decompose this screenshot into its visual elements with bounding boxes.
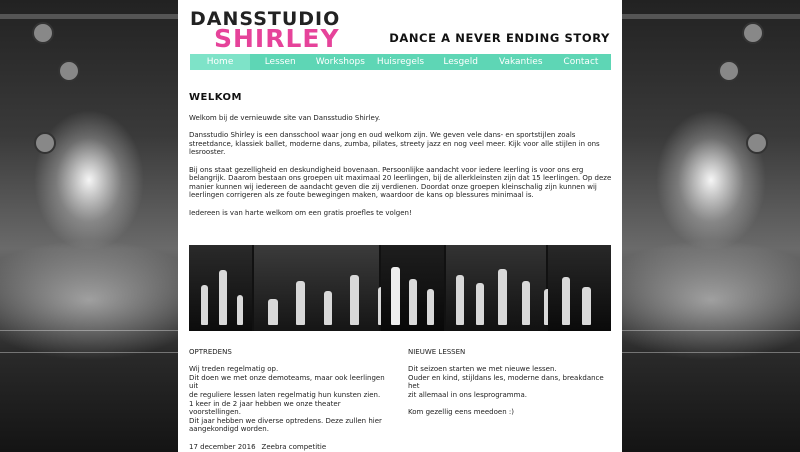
nieuwe-lessen-line: Dit seizoen starten we met nieuwe lessen. xyxy=(408,365,557,374)
photo-dancers-5 xyxy=(548,245,611,331)
logo-line2: SHIRLEY xyxy=(214,24,340,53)
optredens-section xyxy=(189,348,394,451)
stage-background-right xyxy=(622,0,800,452)
photo-dancers-1 xyxy=(189,245,252,331)
nieuwe-lessen-closing: Kom gezellig eens meedoen :) xyxy=(408,408,514,417)
optredens-line: 1 keer in de 2 jaar hebben we onze theater voorstellingen. xyxy=(189,399,341,417)
welcome-paragraph-2: Dansstudio Shirley is een dansschool waar jong en oud welkom zijn. We geven vele dans- en sportstijlen zoals streetdance, klassiek ballet, moderne dans, zumba, pilates, streety jazz en nog veel meer. Kijk voor alle stijlen in ons lesrooster. xyxy=(189,131,600,157)
site-logo[interactable] xyxy=(190,8,341,53)
lighting-truss xyxy=(622,14,800,19)
optredens-line: Dit doen we met onze demoteams, maar ook leerlingen uit xyxy=(189,373,385,391)
photo-dancers-2 xyxy=(254,245,379,331)
tagline: DANCE A NEVER ENDING STORY xyxy=(389,31,610,45)
welcome-paragraph-4: Iedereen is van harte welkom om een gratis proefles te volgen! xyxy=(189,208,412,217)
welcome-text xyxy=(189,114,613,226)
nav-item-contact[interactable]: Contact xyxy=(563,57,599,67)
stage-floor-line xyxy=(0,352,178,353)
stage-floor-line xyxy=(0,330,178,331)
stage-floor-line xyxy=(622,330,800,331)
event-date: 17 december 2016 xyxy=(189,442,256,451)
stage-lamp-icon xyxy=(742,22,764,44)
photo-dancers-3 xyxy=(381,245,444,331)
optredens-line: Wij treden regelmatig op. xyxy=(189,365,279,374)
stage-lamp-icon xyxy=(746,132,768,154)
nav-item-home[interactable]: Home xyxy=(190,54,250,70)
lighting-truss xyxy=(0,14,178,19)
stage-background-left xyxy=(0,0,178,452)
event-name: Zeebra competitie xyxy=(261,442,327,451)
page-title: WELKOM xyxy=(189,92,242,103)
logo-line1: DANSSTUDIO xyxy=(190,8,341,30)
nav-item-vakanties[interactable]: Vakanties xyxy=(499,57,543,67)
page-content xyxy=(178,0,622,452)
nav-item-lessen[interactable]: Lessen xyxy=(264,57,296,67)
nav-item-workshops[interactable]: Workshops xyxy=(315,57,365,67)
optredens-line: Dit jaar hebben we diverse optredens. Deze zullen hier xyxy=(189,416,382,425)
welcome-paragraph-1: Welkom bij de vernieuwde site van Dansstudio Shirley. xyxy=(189,114,381,122)
nav-item-lesgeld[interactable]: Lesgeld xyxy=(443,57,478,67)
stage-lamp-icon xyxy=(718,60,740,82)
photo-dancers-4 xyxy=(446,245,546,331)
welcome-paragraph-3: Bij ons staat gezelligheid en deskundigheid bovenaan. Persoonlijke aandacht voor iedere leerling is voor ons erg belangrijk. Daarom bestaan ons groepen uit maximaal 20 leerlingen, bij de allerkleinsten zijn dat 15 leerlingen. Op deze manier kunnen wij iedereen de aandacht geven die zij verdienen. Doordat onze groepen kleinschalig zijn kunnen wij leerlingen corrigeren als ze foute bewegingen maken, waardoor de kans op blessures minimaal is. xyxy=(189,165,612,200)
event-item xyxy=(189,443,394,452)
optredens-title: OPTREDENS xyxy=(189,348,232,356)
optredens-line: aangekondigd worden. xyxy=(189,425,269,434)
optredens-line: de reguliere lessen laten regelmatig hun kunsten zien. xyxy=(189,390,381,399)
main-nav xyxy=(190,54,611,70)
nieuwe-lessen-line: Ouder en kind, stijldans les, moderne dans, breakdance het xyxy=(408,373,604,391)
nieuwe-lessen-section xyxy=(408,348,613,417)
stage-lamp-icon xyxy=(32,22,54,44)
nav-item-huisregels[interactable]: Huisregels xyxy=(376,57,425,67)
nieuwe-lessen-line: zit allemaal in ons lesprogramma. xyxy=(408,390,527,399)
nieuwe-lessen-title: NIEUWE LESSEN xyxy=(408,348,466,356)
stage-floor-line xyxy=(622,352,800,353)
stage-lamp-icon xyxy=(34,132,56,154)
stage-lamp-icon xyxy=(58,60,80,82)
photo-banner xyxy=(189,245,611,331)
